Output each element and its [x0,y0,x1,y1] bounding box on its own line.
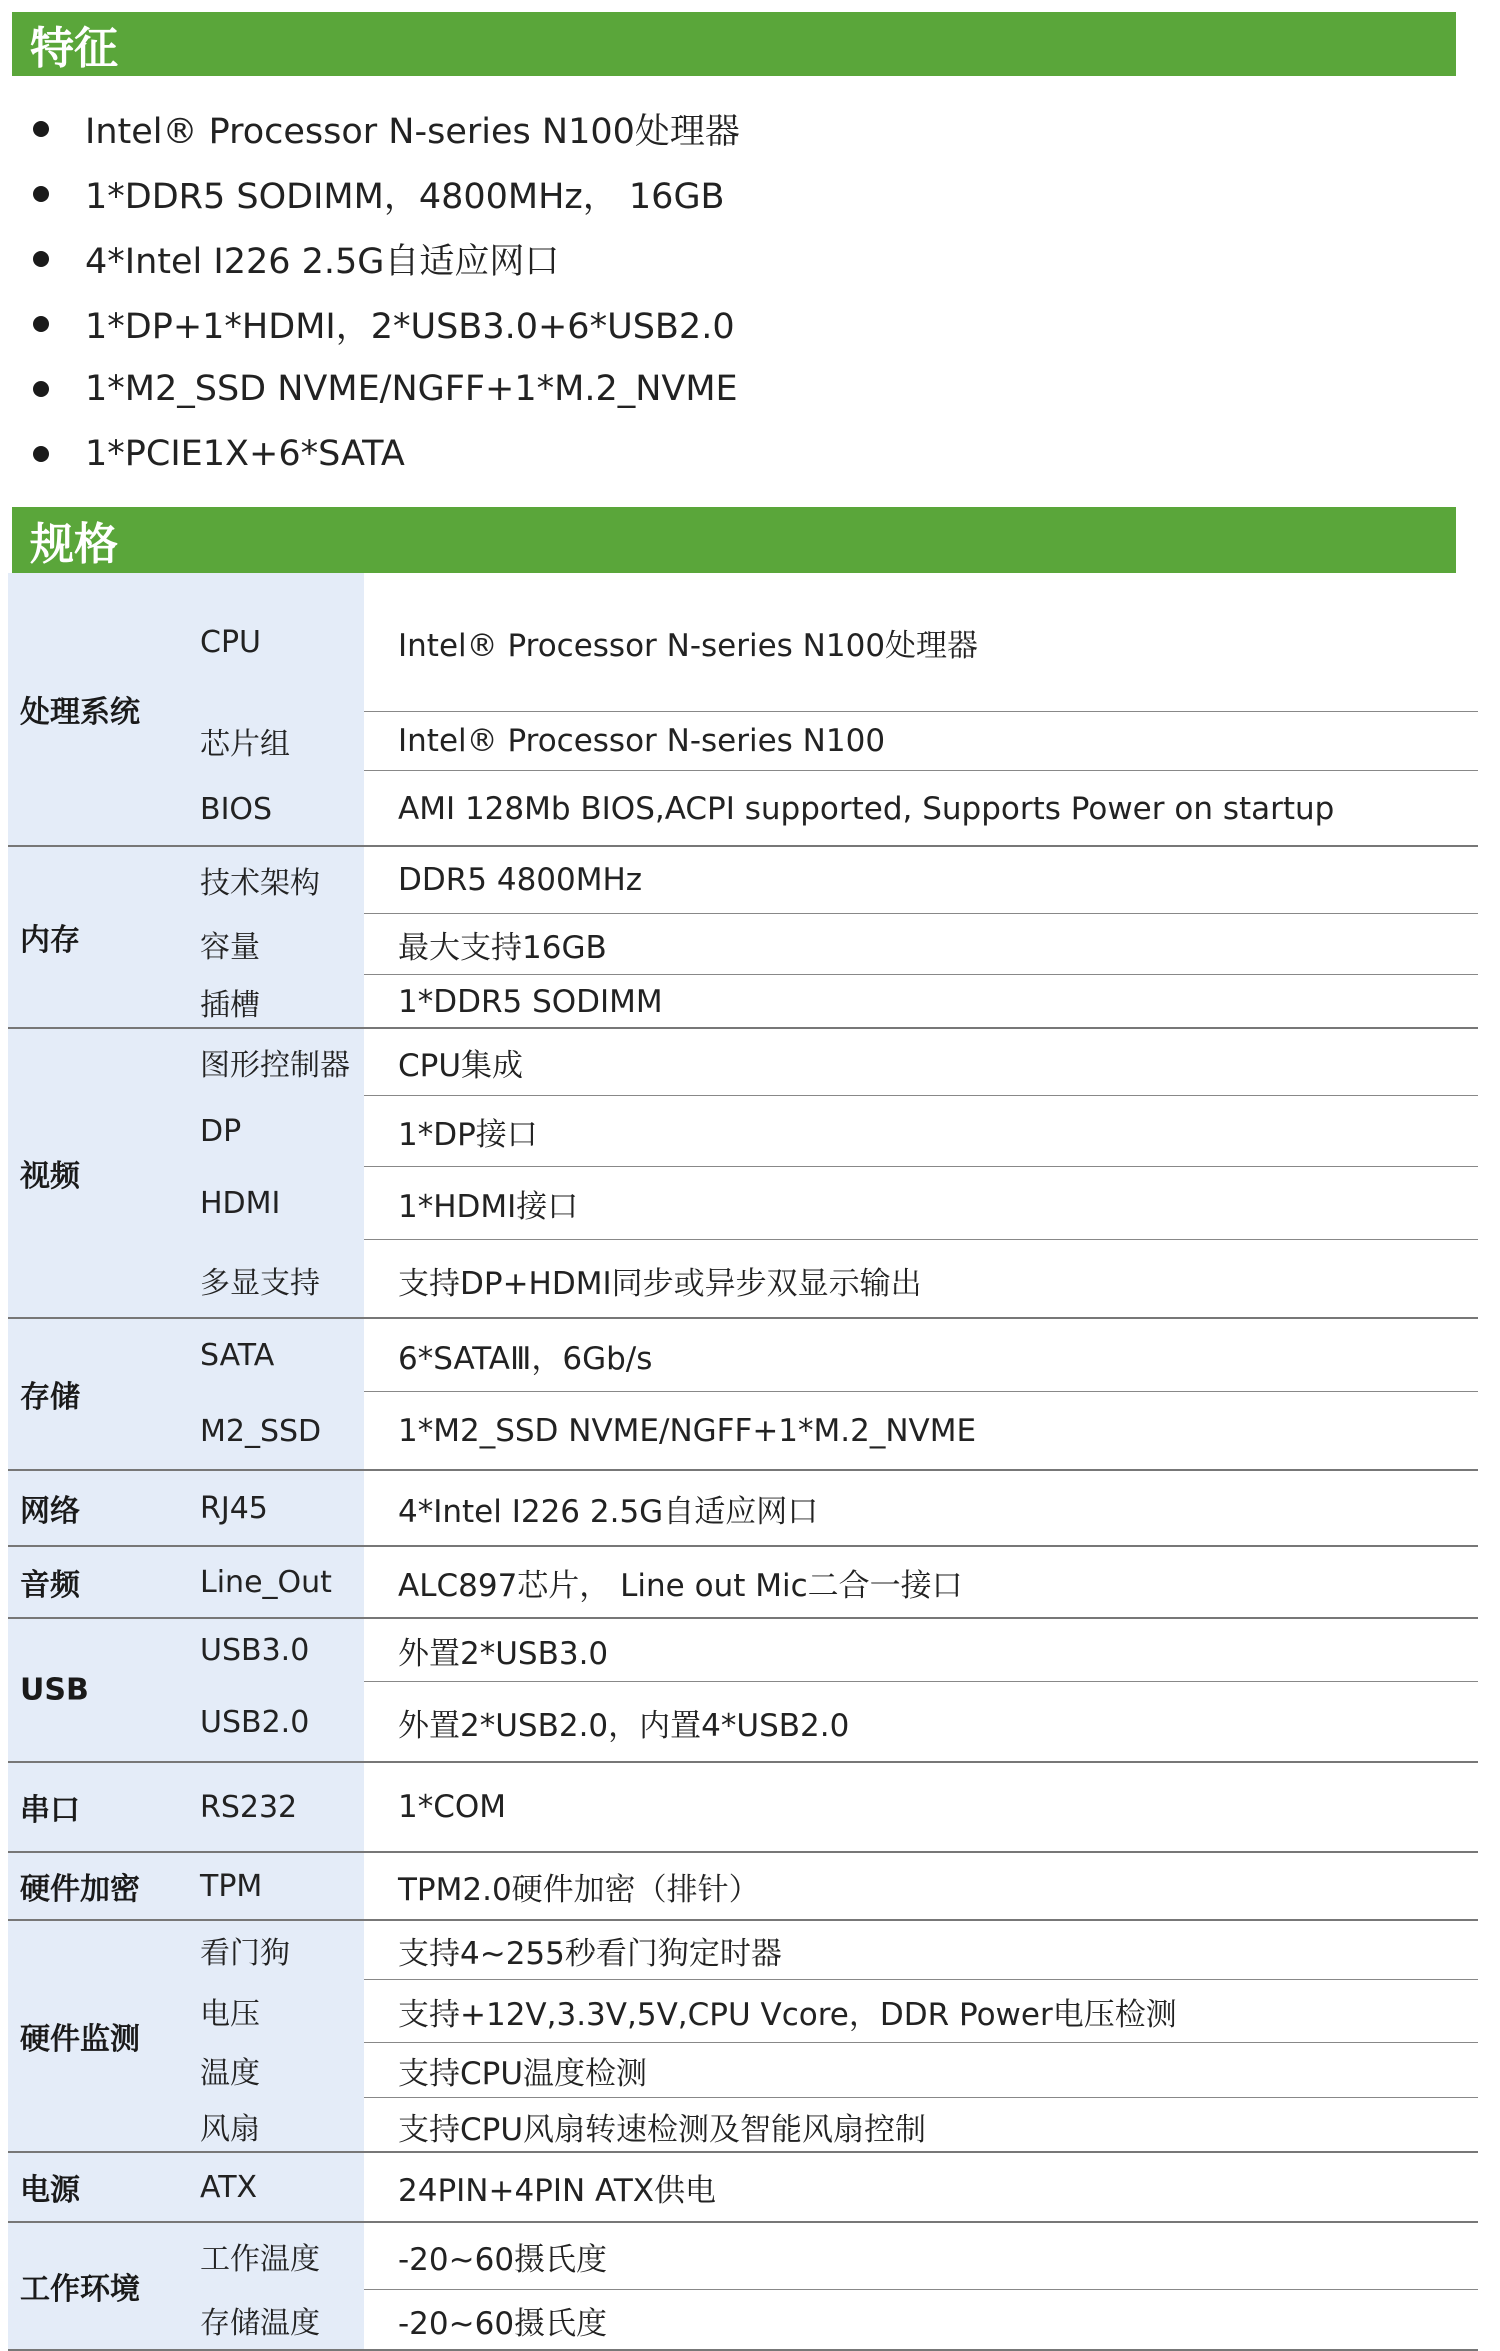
spec-row-name: Line_Out [200,1564,332,1600]
spec-row-value: 支持CPU风扇转速检测及智能风扇控制 [398,2111,927,2148]
category-cell [8,1619,364,1761]
spec-row [200,1471,1478,1545]
spec-group [8,573,1478,847]
spec-group [8,1319,1478,1471]
spec-row [200,1319,1478,1391]
category-cell [8,1921,364,2151]
spec-row [200,2223,1478,2289]
spec-row-value: DDR5 4800MHz [398,862,643,898]
spec-row [200,1681,1478,1762]
feature-text: 1*DP+1*HDMI，2*USB3.0+6*USB2.0 [85,306,735,347]
spec-group [8,1029,1478,1319]
spec-title: 规格 [30,519,118,570]
spec-group [8,1619,1478,1763]
spec-banner [12,507,1456,573]
spec-group [8,1853,1478,1921]
spec-row [200,1239,1478,1320]
category-label: USB [20,1672,89,1708]
spec-group [8,1763,1478,1853]
spec-row-value: 支持4~255秒看门狗定时器 [398,1935,782,1972]
spec-row-value: 支持DP+HDMI同步或异步双显示输出 [398,1265,922,1302]
features-list [0,96,1500,486]
spec-row-name: 多显支持 [200,1266,320,1301]
spec-row [200,770,1478,847]
spec-row-value: 支持CPU温度检测 [398,2055,648,2092]
spec-row-name: 图形控制器 [200,1048,350,1083]
feature-text: 1*DDR5 SODIMM，4800MHz， 16GB [85,176,725,217]
spec-row [200,847,1478,913]
spec-row [200,1029,1478,1095]
spec-row [200,2097,1478,2154]
spec-row-value: 支持+12V,3.3V,5V,CPU Vcore，DDR Power电压检测 [398,1996,1177,2033]
spec-row-value: 4*Intel I226 2.5G自适应网口 [398,1493,819,1530]
spec-row-name: TPM [200,1868,263,1904]
spec-row-value: CPU集成 [398,1047,524,1084]
spec-rows [200,573,1478,845]
spec-rows [200,1319,1478,1469]
spec-row-value: 1*HDMI接口 [398,1188,579,1225]
spec-rows [200,1029,1478,1317]
features-banner [12,12,1456,76]
spec-row [200,573,1478,711]
spec-rows [200,1471,1478,1545]
feature-text: Intel® Processor N-series N100处理器 [85,111,740,152]
spec-row-value: -20~60摄氏度 [398,2241,608,2278]
category-label: 存储 [20,1380,80,1415]
spec-row-name: 芯片组 [200,727,290,762]
category-label: 硬件监测 [20,2022,140,2057]
spec-row [200,1547,1478,1617]
spec-rows [200,847,1478,1027]
spec-table [8,573,1478,2351]
spec-row-name: RS232 [200,1789,298,1825]
spec-row-name: 插槽 [200,988,260,1023]
spec-row [200,1391,1478,1470]
spec-group [8,2223,1478,2351]
spec-row-name: DP [200,1113,242,1149]
category-label: 视频 [20,1159,80,1194]
spec-row [200,1095,1478,1166]
spec-group [8,1471,1478,1547]
category-label: 网络 [20,1494,80,1529]
category-label: 内存 [20,923,80,958]
spec-group [8,2153,1478,2223]
category-label: 处理系统 [20,695,140,730]
spec-rows [200,1853,1478,1919]
bullet-icon [33,446,49,462]
category-label: 电源 [20,2173,80,2208]
spec-row-name: USB2.0 [200,1704,310,1740]
spec-row-value: 外置2*USB2.0，内置4*USB2.0 [398,1707,850,1744]
category-label: 音频 [20,1568,80,1603]
spec-row-value: ALC897芯片， Line out Mic二合一接口 [398,1567,963,1604]
spec-row [200,1763,1478,1851]
spec-row-value: -20~60摄氏度 [398,2305,608,2342]
features-title: 特征 [30,23,118,74]
bullet-icon [33,381,49,397]
spec-row-value: Intel® Processor N-series N100 [398,723,886,759]
feature-text: 1*M2_SSD NVME/NGFF+1*M.2_NVME [85,368,738,409]
feature-item [0,421,1500,486]
spec-row [200,913,1478,974]
category-label: 串口 [20,1793,80,1828]
spec-row-name: ATX [200,2169,258,2205]
spec-row-name: 容量 [200,930,260,965]
bullet-icon [33,316,49,332]
spec-row-value: AMI 128Mb BIOS,ACPI supported, Supports Power on startup [398,791,1335,827]
spec-row [200,1853,1478,1919]
spec-group [8,1921,1478,2153]
spec-row [200,1166,1478,1239]
spec-row-value: 24PIN+4PIN ATX供电 [398,2172,717,2209]
spec-row-value: 6*SATAⅢ，6Gb/s [398,1340,653,1377]
spec-row-name: CPU [200,624,261,660]
spec-row-name: 温度 [200,2056,260,2091]
spec-row-name: 存储温度 [200,2306,320,2341]
category-cell [8,1853,364,1919]
bullet-icon [33,186,49,202]
category-cell [8,573,364,845]
spec-row-value: 1*DDR5 SODIMM [398,984,663,1020]
spec-row-name: 看门狗 [200,1936,290,1971]
category-cell [8,2153,364,2221]
spec-row [200,1979,1478,2042]
spec-row-value: TPM2.0硬件加密（排针） [398,1871,760,1908]
feature-item [0,291,1500,356]
spec-row [200,1921,1478,1979]
spec-row-name: HDMI [200,1185,281,1221]
spec-rows [200,1921,1478,2151]
spec-group [8,847,1478,1029]
feature-item [0,161,1500,226]
spec-row [200,2042,1478,2097]
spec-row-value: Intel® Processor N-series N100处理器 [398,627,979,664]
category-label: 工作环境 [20,2272,140,2307]
category-label: 硬件加密 [20,1872,140,1907]
spec-row-name: 风扇 [200,2112,260,2147]
category-cell [8,1471,364,1545]
feature-item [0,226,1500,291]
spec-row [200,1619,1478,1681]
feature-item [0,356,1500,421]
spec-row [200,2289,1478,2350]
spec-rows [200,2153,1478,2221]
spec-row [200,711,1478,770]
spec-row [200,974,1478,1029]
spec-row-name: 电压 [200,1997,260,2032]
spec-row-value: 最大支持16GB [398,929,607,966]
spec-row-name: 工作温度 [200,2242,320,2277]
spec-group [8,1547,1478,1619]
bullet-icon [33,251,49,267]
feature-item [0,96,1500,161]
spec-row-value: 1*COM [398,1789,507,1825]
spec-row-name: SATA [200,1337,275,1373]
spec-rows [200,2223,1478,2349]
spec-row-value: 1*DP接口 [398,1116,538,1153]
spec-rows [200,1619,1478,1761]
spec-row-name: USB3.0 [200,1632,310,1668]
spec-row-value: 1*M2_SSD NVME/NGFF+1*M.2_NVME [398,1413,977,1449]
spec-rows [200,1763,1478,1851]
spec-rows [200,1547,1478,1617]
spec-row-name: M2_SSD [200,1413,322,1449]
spec-row-name: BIOS [200,791,273,827]
spec-row-value: 外置2*USB3.0 [398,1635,609,1672]
bullet-icon [33,121,49,137]
category-cell [8,1763,364,1851]
spec-row-name: 技术架构 [200,866,320,901]
feature-text: 1*PCIE1X+6*SATA [85,433,405,474]
spec-row [200,2153,1478,2221]
spec-row-name: RJ45 [200,1490,268,1526]
feature-text: 4*Intel I226 2.5G自适应网口 [85,241,560,282]
